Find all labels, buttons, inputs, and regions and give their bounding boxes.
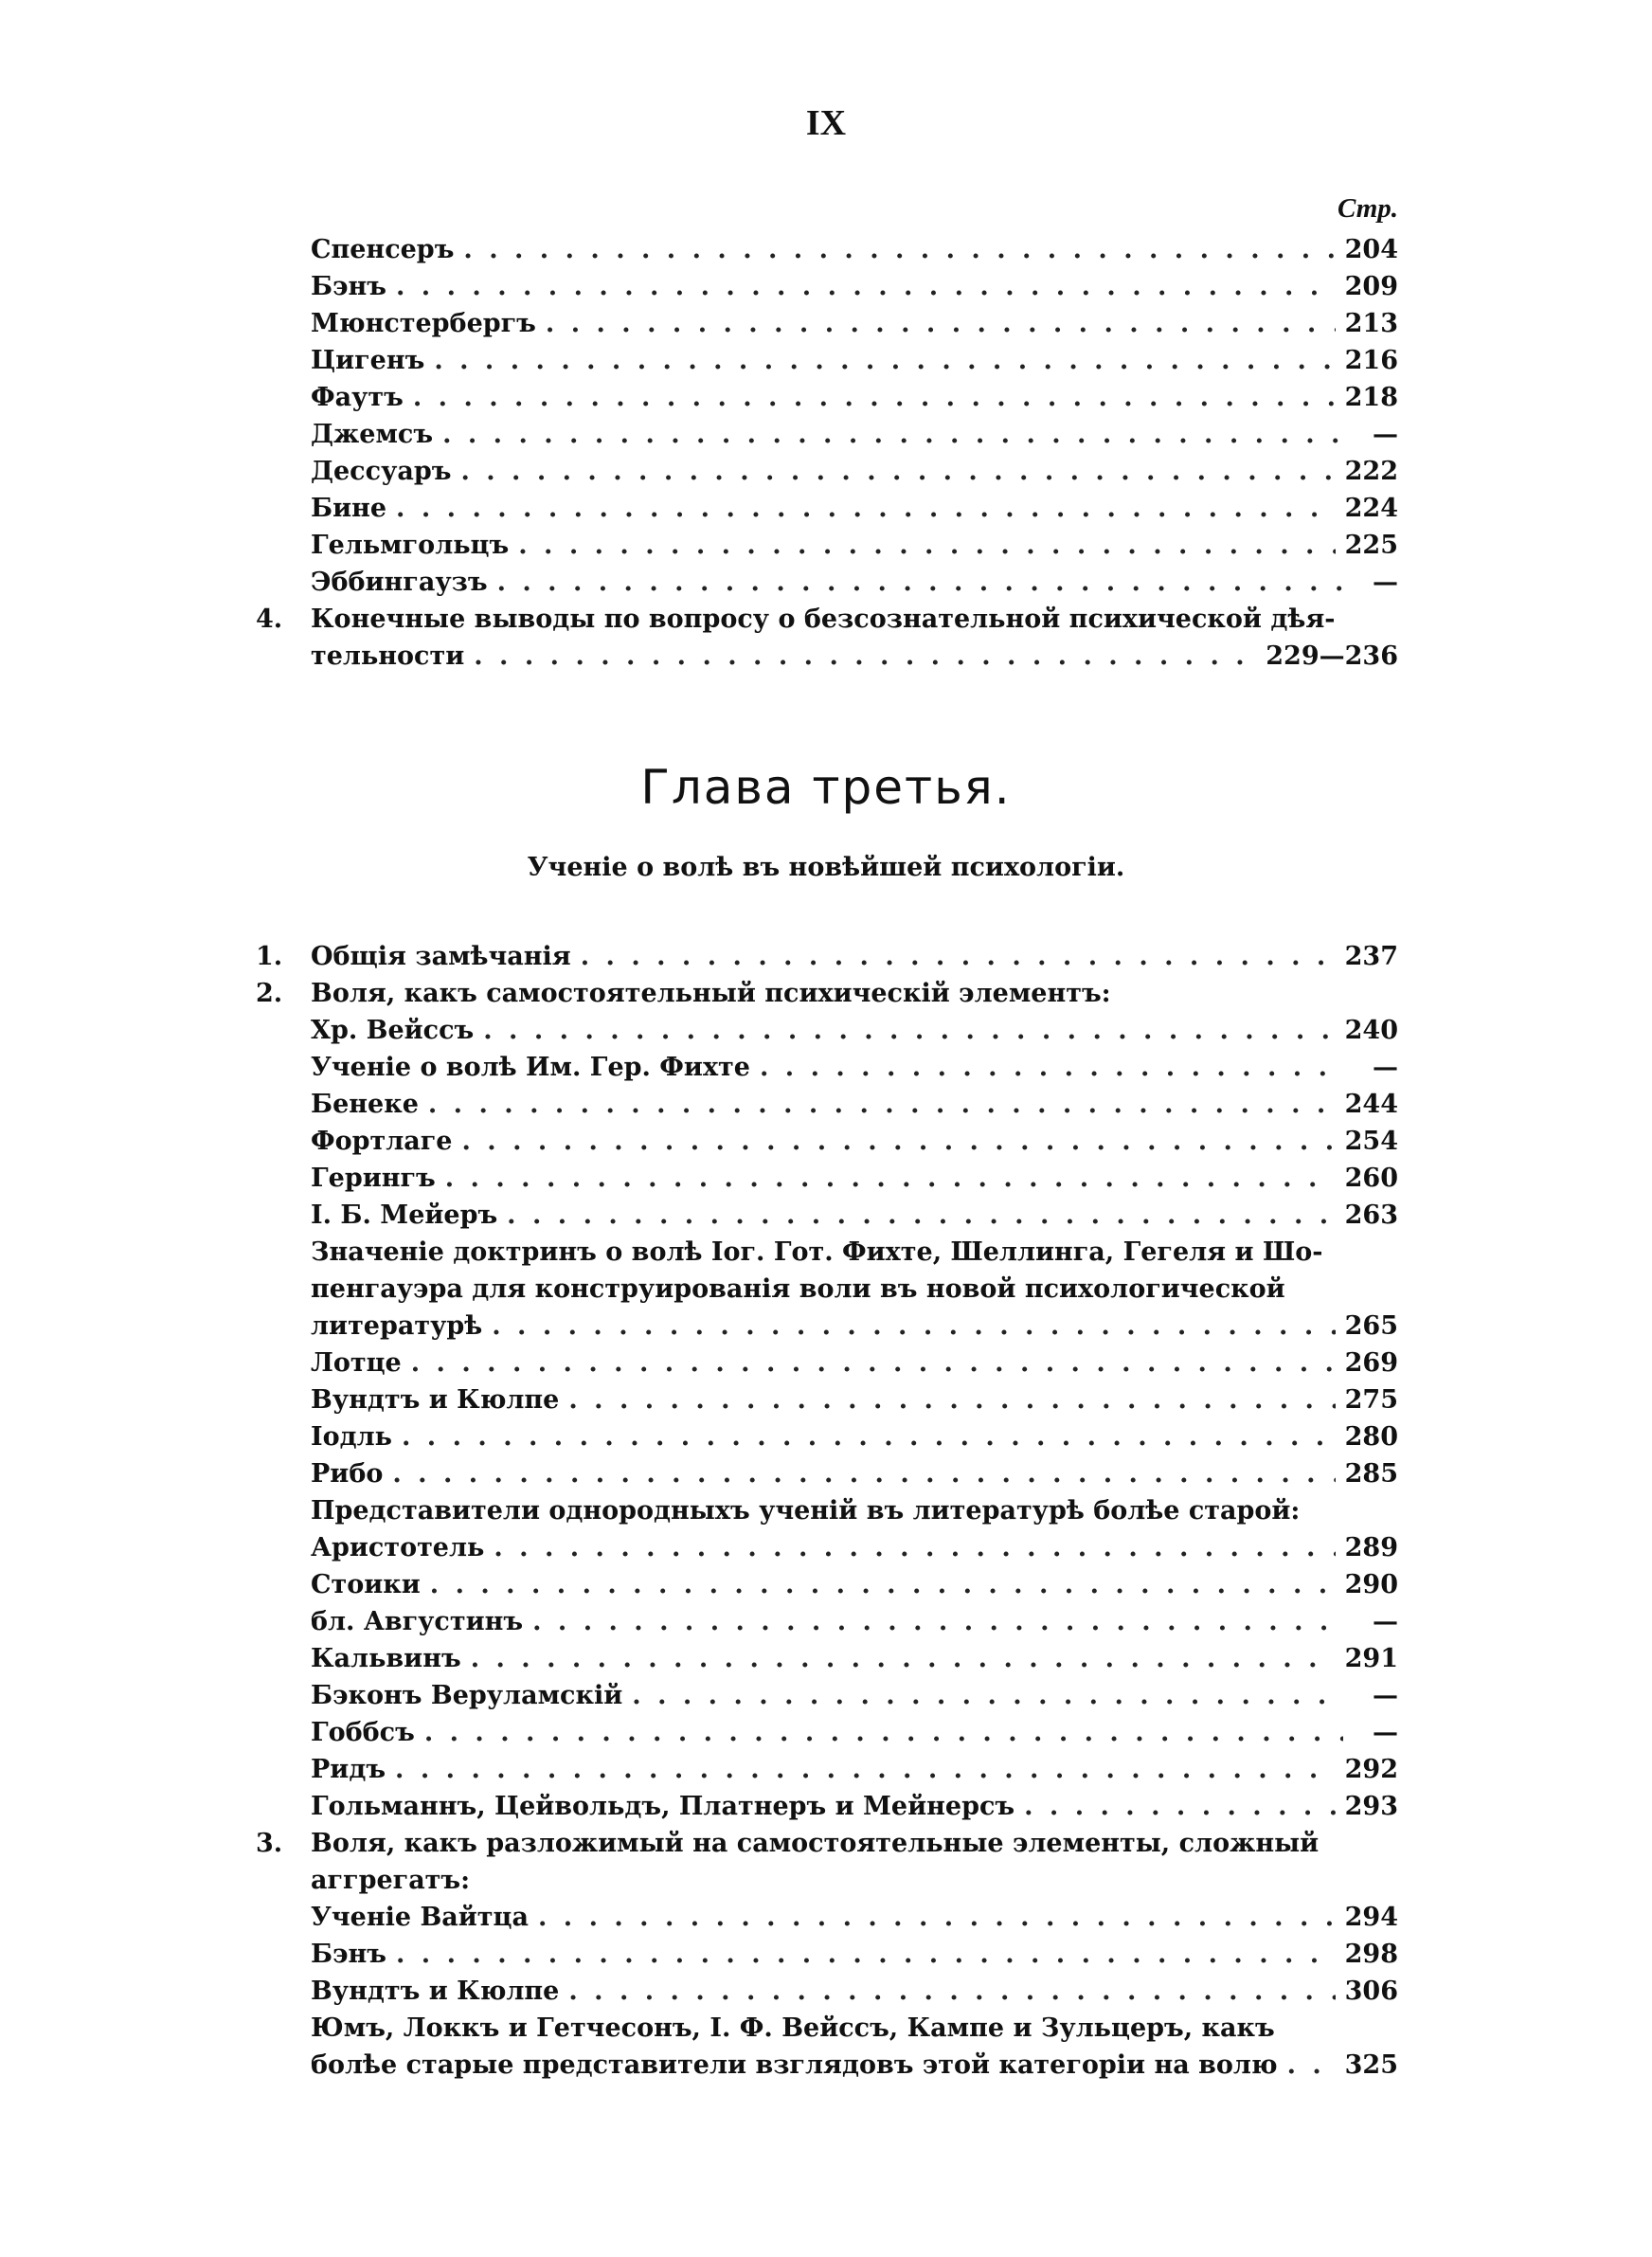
leader-dots bbox=[428, 1090, 1336, 1119]
toc-entry bbox=[256, 1681, 1398, 1718]
entry-page: 298 bbox=[1344, 1940, 1398, 1969]
entry-page: — bbox=[1373, 1607, 1398, 1636]
entry-label: Бэнъ bbox=[311, 1940, 386, 1969]
leader-dots bbox=[392, 1459, 1335, 1489]
entry-page: 269 bbox=[1344, 1348, 1398, 1378]
leader-dots bbox=[518, 531, 1335, 560]
toc-entry bbox=[256, 1201, 1398, 1237]
toc-entry bbox=[256, 942, 1398, 979]
toc-entry bbox=[256, 2050, 1398, 2087]
entry-page: 289 bbox=[1344, 1533, 1398, 1562]
entry-page: 260 bbox=[1344, 1164, 1398, 1193]
toc-entry bbox=[256, 605, 1398, 641]
toc-entry bbox=[256, 1164, 1398, 1201]
toc-entry bbox=[256, 1385, 1398, 1422]
entry-page: 225 bbox=[1344, 531, 1398, 560]
entry-page: 222 bbox=[1344, 457, 1398, 486]
entry-page: 244 bbox=[1344, 1090, 1398, 1119]
entry-page: 290 bbox=[1344, 1570, 1398, 1599]
toc-entry bbox=[256, 1311, 1398, 1348]
entry-label: Воля, какъ разложимый на самостоятельные элементы, сложный bbox=[311, 1829, 1320, 1858]
toc-entry bbox=[256, 1090, 1398, 1127]
chapter-title: Глава третья. bbox=[640, 760, 1012, 815]
entry-page: 291 bbox=[1344, 1644, 1398, 1673]
toc-entry bbox=[256, 2013, 1398, 2050]
entry-label: Стоики bbox=[311, 1570, 421, 1599]
leader-dots bbox=[492, 1311, 1335, 1341]
entry-page: 254 bbox=[1344, 1127, 1398, 1156]
entry-label: Значеніе доктринъ о волѣ Іог. Гот. Фихте, Шеллинга, Гегеля и Шо- bbox=[311, 1237, 1323, 1267]
toc-entry bbox=[256, 1903, 1398, 1940]
leader-dots bbox=[471, 1644, 1336, 1673]
leader-dots bbox=[396, 1940, 1336, 1969]
entry-label: Гоббсъ bbox=[311, 1718, 415, 1747]
entry-page: 293 bbox=[1344, 1792, 1398, 1821]
entry-label: Ученіе о волѣ Им. Гер. Фихте bbox=[311, 1053, 750, 1082]
entry-label: Вундтъ и Кюлпе bbox=[311, 1385, 560, 1415]
leader-dots bbox=[532, 1607, 1343, 1636]
entry-page: — bbox=[1373, 568, 1398, 597]
leader-dots bbox=[434, 346, 1335, 375]
entry-label: Лотце bbox=[311, 1348, 402, 1378]
entry-page: — bbox=[1373, 1053, 1398, 1082]
leader-dots bbox=[497, 568, 1343, 597]
leader-dots bbox=[430, 1570, 1336, 1599]
entry-label: Фортлаге bbox=[311, 1127, 453, 1156]
entry-label: болѣе старые представители взглядовъ этой категоріи на волю bbox=[311, 2050, 1278, 2080]
toc-entry bbox=[256, 309, 1398, 346]
toc-entry bbox=[256, 1348, 1398, 1385]
leader-dots bbox=[402, 1422, 1336, 1452]
leader-dots bbox=[1024, 1792, 1336, 1821]
entry-label: Бенеке bbox=[311, 1090, 419, 1119]
entry-label: Ридъ bbox=[311, 1755, 386, 1784]
entry-label: Конечные выводы по вопросу о безсознательной психической дѣя- bbox=[311, 605, 1336, 634]
leader-dots bbox=[494, 1533, 1335, 1562]
toc-entry bbox=[256, 1718, 1398, 1755]
entry-page: — bbox=[1373, 1681, 1398, 1710]
toc-entry bbox=[256, 1422, 1398, 1459]
chapter-subtitle: Ученіе о волѣ въ новѣйшей психологіи. bbox=[527, 853, 1125, 882]
entry-label: Кальвинъ bbox=[311, 1644, 461, 1673]
entry-page: 294 bbox=[1344, 1903, 1398, 1932]
leader-dots bbox=[460, 457, 1335, 486]
leader-dots bbox=[581, 942, 1336, 971]
toc-entry bbox=[256, 383, 1398, 420]
entry-page: 209 bbox=[1344, 272, 1398, 301]
entry-label: Спенсеръ bbox=[311, 235, 455, 264]
leader-dots bbox=[411, 1348, 1336, 1378]
entry-page: 292 bbox=[1344, 1755, 1398, 1784]
entry-label: Гельмгольцъ bbox=[311, 531, 510, 560]
leader-dots bbox=[396, 494, 1336, 523]
toc-entry bbox=[256, 1977, 1398, 2013]
leader-dots bbox=[568, 1977, 1335, 2006]
toc-entry bbox=[256, 272, 1398, 309]
toc-entry bbox=[256, 1127, 1398, 1164]
entry-label: І. Б. Мейеръ bbox=[311, 1201, 498, 1230]
entry-label: литературѣ bbox=[311, 1311, 483, 1341]
toc-entry bbox=[256, 1570, 1398, 1607]
entry-page: — bbox=[1373, 1718, 1398, 1747]
entry-label: тельности bbox=[311, 641, 465, 671]
toc-entry bbox=[256, 1274, 1398, 1311]
leader-dots bbox=[538, 1903, 1336, 1932]
entry-label: Іодль bbox=[311, 1422, 392, 1452]
entry-label: Воля, какъ самостоятельный психическій элементъ: bbox=[311, 979, 1111, 1008]
entry-page: 263 bbox=[1344, 1201, 1398, 1230]
entry-page: — bbox=[1373, 420, 1398, 449]
toc-entry bbox=[256, 1644, 1398, 1681]
entry-page: 204 bbox=[1344, 235, 1398, 264]
entry-label: бл. Августинъ bbox=[311, 1607, 524, 1636]
entry-page: 224 bbox=[1344, 494, 1398, 523]
entry-label: Общія замѣчанія bbox=[311, 942, 571, 971]
entry-label: аггрегатъ: bbox=[311, 1866, 471, 1895]
entry-page: 216 bbox=[1344, 346, 1398, 375]
toc-entry bbox=[256, 1792, 1398, 1829]
leader-dots bbox=[413, 383, 1336, 412]
entry-label: Цигенъ bbox=[311, 346, 425, 375]
entry-label: пенгауэра для конструированія воли въ новой психологической bbox=[311, 1274, 1285, 1304]
toc-entry bbox=[256, 1533, 1398, 1570]
entry-label: Бэнъ bbox=[311, 272, 386, 301]
leader-dots bbox=[760, 1053, 1343, 1082]
entry-label: Герингъ bbox=[311, 1164, 436, 1193]
entry-number: 3. bbox=[256, 1829, 283, 1858]
toc-entry bbox=[256, 235, 1398, 272]
toc-entry bbox=[256, 420, 1398, 457]
entry-page: 265 bbox=[1344, 1311, 1398, 1341]
leader-dots bbox=[463, 235, 1335, 264]
entry-label: Представители однородныхъ ученій въ литературѣ болѣе старой: bbox=[311, 1496, 1301, 1526]
toc-entry bbox=[256, 641, 1398, 678]
toc-entry bbox=[256, 531, 1398, 568]
toc-entry bbox=[256, 1053, 1398, 1090]
toc-entry bbox=[256, 1829, 1398, 1866]
toc-entry bbox=[256, 1459, 1398, 1496]
entry-page: 218 bbox=[1344, 383, 1398, 412]
leader-dots bbox=[632, 1681, 1343, 1710]
entry-label: Гольманнъ, Цейвольдъ, Платнеръ и Мейнерсъ bbox=[311, 1792, 1015, 1821]
entry-number: 4. bbox=[256, 605, 283, 634]
toc-item-4 bbox=[256, 605, 1398, 678]
toc-entry bbox=[256, 1755, 1398, 1792]
toc-entry bbox=[256, 494, 1398, 531]
leader-dots bbox=[442, 420, 1343, 449]
entry-number: 1. bbox=[256, 942, 283, 971]
page-number: IX bbox=[805, 103, 847, 143]
entry-page: 237 bbox=[1344, 942, 1398, 971]
toc-entry bbox=[256, 1016, 1398, 1053]
entry-page: 229—236 bbox=[1266, 641, 1398, 671]
leader-dots bbox=[1287, 2050, 1336, 2080]
toc-entry bbox=[256, 1237, 1398, 1274]
entry-label: Бэконъ Веруламскій bbox=[311, 1681, 623, 1710]
leader-dots bbox=[483, 1016, 1335, 1045]
entry-label: Бине bbox=[311, 494, 387, 523]
entry-page: 275 bbox=[1344, 1385, 1398, 1415]
toc-entry bbox=[256, 1940, 1398, 1977]
entry-label: Мюнстербергъ bbox=[311, 309, 536, 338]
entry-label: Рибо bbox=[311, 1459, 384, 1489]
entry-label: Аристотель bbox=[311, 1533, 485, 1562]
entry-label: Вундтъ и Кюлпе bbox=[311, 1977, 560, 2006]
entry-number: 2. bbox=[256, 979, 283, 1008]
toc-entry bbox=[256, 1496, 1398, 1533]
entry-label: Дессуаръ bbox=[311, 457, 452, 486]
leader-dots bbox=[395, 1755, 1336, 1784]
entry-page: 325 bbox=[1344, 2050, 1398, 2080]
entry-label: Хр. Вейссъ bbox=[311, 1016, 475, 1045]
leader-dots bbox=[462, 1127, 1336, 1156]
leader-dots bbox=[568, 1385, 1335, 1415]
leader-dots bbox=[396, 272, 1336, 301]
entry-page: 285 bbox=[1344, 1459, 1398, 1489]
leader-dots bbox=[445, 1164, 1336, 1193]
entry-label: Джемсъ bbox=[311, 420, 434, 449]
entry-label: Фаутъ bbox=[311, 383, 404, 412]
toc-chapter-section bbox=[256, 942, 1398, 2087]
entry-label: Юмъ, Локкъ и Гетчесонъ, І. Ф. Вейссъ, Кампе и Зульцеръ, какъ bbox=[311, 2013, 1275, 2043]
entry-page: 306 bbox=[1344, 1977, 1398, 2006]
leader-dots bbox=[546, 309, 1336, 338]
toc-entry bbox=[256, 457, 1398, 494]
entry-label: Эббингаузъ bbox=[311, 568, 488, 597]
toc-entry bbox=[256, 1866, 1398, 1903]
page-column-label: Стр. bbox=[1337, 193, 1398, 224]
entry-page: 240 bbox=[1344, 1016, 1398, 1045]
toc-top-section bbox=[256, 235, 1398, 605]
toc-entry bbox=[256, 979, 1398, 1016]
toc-entry bbox=[256, 568, 1398, 605]
toc-entry bbox=[256, 346, 1398, 383]
entry-page: 213 bbox=[1344, 309, 1398, 338]
toc-entry bbox=[256, 1607, 1398, 1644]
entry-label: Ученіе Вайтца bbox=[311, 1903, 529, 1932]
leader-dots bbox=[474, 641, 1256, 671]
entry-page: 280 bbox=[1344, 1422, 1398, 1452]
leader-dots bbox=[424, 1718, 1343, 1747]
leader-dots bbox=[507, 1201, 1335, 1230]
